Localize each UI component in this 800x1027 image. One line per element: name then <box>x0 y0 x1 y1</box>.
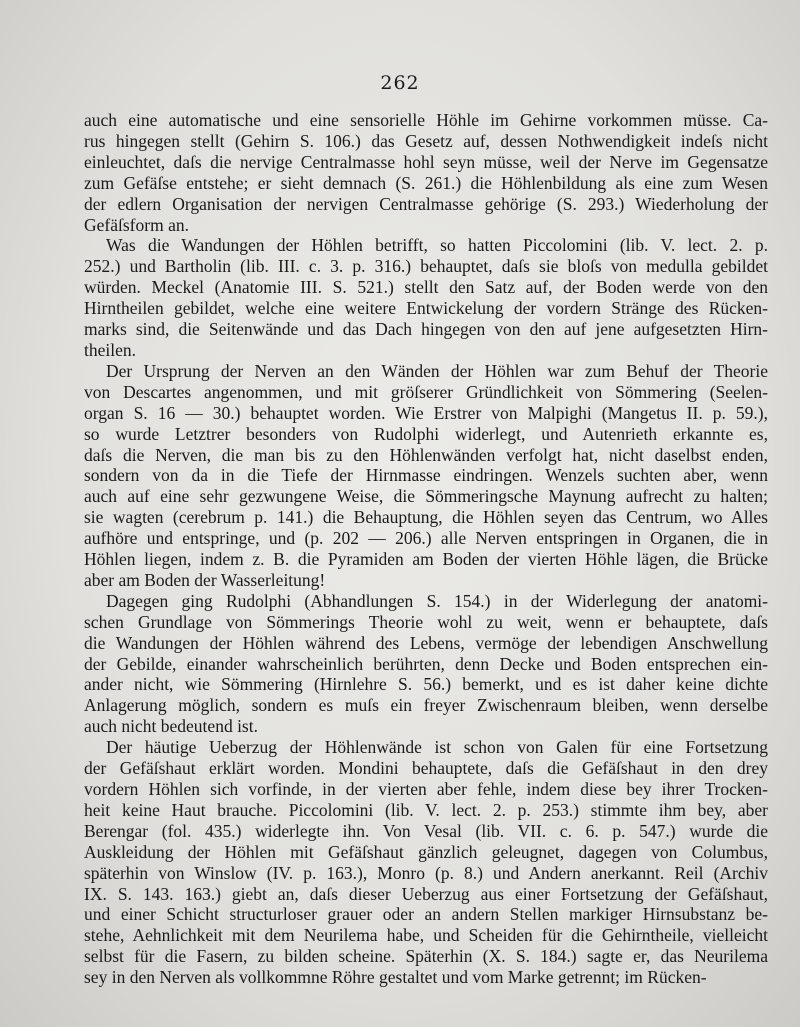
text-line: 252.) und Bartholin (lib. III. c. 3. p. 316.) behauptet, daſs sie bloſs von medulla gebildet <box>84 256 768 277</box>
text-line: der Gebilde, einander wahrscheinlich berührten, denn Decke und Boden entsprechen ein- <box>84 653 768 674</box>
text-line: Der häutige Ueberzug der Höhlenwände ist schon von Galen für eine Fortsetzung <box>106 737 768 758</box>
text-line: vordern Höhlen sich vorfinde, in der vierten aber fehle, indem diese bey ihrer Trocken- <box>84 779 768 799</box>
paragraph <box>84 110 768 235</box>
paragraph <box>84 591 768 737</box>
text-line: späterhin von Winslow (IV. p. 163.), Monro (p. 8.) und Andern anerkannt. Reil (Archiv <box>84 862 768 883</box>
text-line: ander nicht, wie Sömmering (Hirnlehre S. 56.) bemerkt, und es ist daher keine dichte <box>84 674 768 695</box>
text-line: sondern von da in die Tiefe der Hirnmasse eindringen. Wenzels suchten aber, wenn <box>84 465 768 486</box>
text-line: theilen. <box>84 339 136 360</box>
text-line: sey in den Nerven als vollkommne Röhre gestaltet und vom Marke getrennt; im Rücken- <box>84 967 707 988</box>
text-line: aber am Boden der Wasserleitung! <box>84 569 326 590</box>
text-line: selbst für die Fasern, zu bilden scheine. Späterhin (X. S. 184.) sagte er, das Neurilema <box>84 946 768 967</box>
text-line: auch eine automatische und eine sensorielle Höhle im Gehirne vorkommen müsse. Ca- <box>84 110 768 130</box>
text-line: Der Ursprung der Nerven an den Wänden der Höhlen war zum Behuf der Theorie <box>106 360 768 381</box>
text-line: stehe, Aehnlichkeit mit dem Neurilema habe, und Scheiden für die Gehirntheile, vielleicht <box>84 925 768 946</box>
text-line: so wurde Letztrer besonders von Rudolphi widerlegt, und Autenrieth erkannte es, <box>84 423 768 444</box>
text-line: Was die Wandungen der Höhlen betrifft, so hatten Piccolomini (lib. V. lect. 2. p. <box>106 235 768 256</box>
text-line: Hirntheilen gebildet, welche eine weitere Entwickelung der vordern Stränge des Rücken- <box>84 298 768 319</box>
text-line: von Descartes angenommen, und mit gröſserer Gründlichkeit von Sömmering (Seelen- <box>84 381 768 402</box>
text-line: der edlern Organisation der nervigen Centralmasse gehörige (S. 293.) Wiederholung der <box>84 193 768 214</box>
text-line: Dagegen ging Rudolphi (Abhandlungen S. 154.) in der Widerlegung der anatomi- <box>106 590 768 611</box>
paragraph <box>84 235 768 360</box>
text-line: schen Grundlage von Sömmerings Theorie wohl zu weit, wenn er behauptete, daſs <box>84 611 768 632</box>
text-line: Gefäſsform an. <box>84 214 189 235</box>
text-line: Auskleidung der Höhlen mit Gefäſshaut gänzlich geleugnet, dagegen von Columbus, <box>84 841 768 862</box>
paragraph <box>84 361 768 591</box>
page-number: 262 <box>380 72 420 94</box>
paragraph <box>84 737 768 988</box>
text-line: aufhöre und entspringe, und (p. 202 — 206.) alle Nerven entspringen in Organen, die in <box>84 528 768 549</box>
text-line: die Wandungen der Höhlen während des Lebens, vermöge der lebendigen Anschwellung <box>84 632 768 653</box>
text-line: Berengar (fol. 435.) widerlegte ihn. Von Vesal (lib. VII. c. 6. p. 547.) wurde die <box>84 820 768 841</box>
text-line: sie wagten (cerebrum p. 141.) die Behauptung, die Höhlen seyen das Centrum, wo Alles <box>84 507 768 528</box>
text-line: würden. Meckel (Anatomie III. S. 521.) stellt den Satz auf, der Boden werde von den <box>84 277 768 298</box>
text-line: Höhlen liegen, indem z. B. die Pyramiden am Boden der vierten Höhle lägen, die Brücke <box>84 549 768 570</box>
text-line: und einer Schicht structurloser grauer oder an andern Stellen markiger Hirnsubstanz be- <box>84 904 768 925</box>
text-line: organ S. 16 — 30.) behauptet worden. Wie Erstrer von Malpighi (Mangetus II. p. 59.), <box>84 402 768 423</box>
text-line: einleuchtet, daſs die nervige Centralmasse hohl seyn müsse, weil der Nerve im Gegensatze <box>84 151 768 172</box>
text-line: der Gefäſshaut erklärt worden. Mondini behauptete, daſs die Gefäſshaut in den drey <box>84 758 768 779</box>
text-line: auch nicht bedeutend ist. <box>84 716 258 737</box>
text-line: rus hingegen stellt (Gehirn S. 106.) das Gesetz auf, dessen Nothwendigkeit indeſs nicht <box>84 130 768 151</box>
text-line: IX. S. 143. 163.) giebt an, daſs dieser Ueberzug aus einer Fortsetzung der Gefäſshaut, <box>84 883 768 904</box>
text-line: heit keine Haut brauche. Piccolomini (lib. V. lect. 2. p. 253.) stimmte ihm bey, aber <box>84 799 768 820</box>
body-text <box>84 110 768 988</box>
text-line: marks sind, die Seitenwände und das Dach hingegen von den auf jene aufgesetzten Hirn- <box>84 319 768 340</box>
text-line: Anlagerung möglich, sondern es muſs ein freyer Zwischenraum bleiben, wenn derselbe <box>84 695 768 716</box>
text-line: zum Gefäſse entstehe; er sieht demnach (S. 261.) die Höhlenbildung als eine zum Wesen <box>84 172 768 193</box>
text-line: auch auf eine sehr gezwungene Weise, die Sömmeringsche Maynung aufrecht zu halten; <box>84 486 768 507</box>
text-line: daſs die Nerven, die man bis zu den Höhlenwänden verfolgt hat, nicht daselbst enden, <box>84 444 768 465</box>
